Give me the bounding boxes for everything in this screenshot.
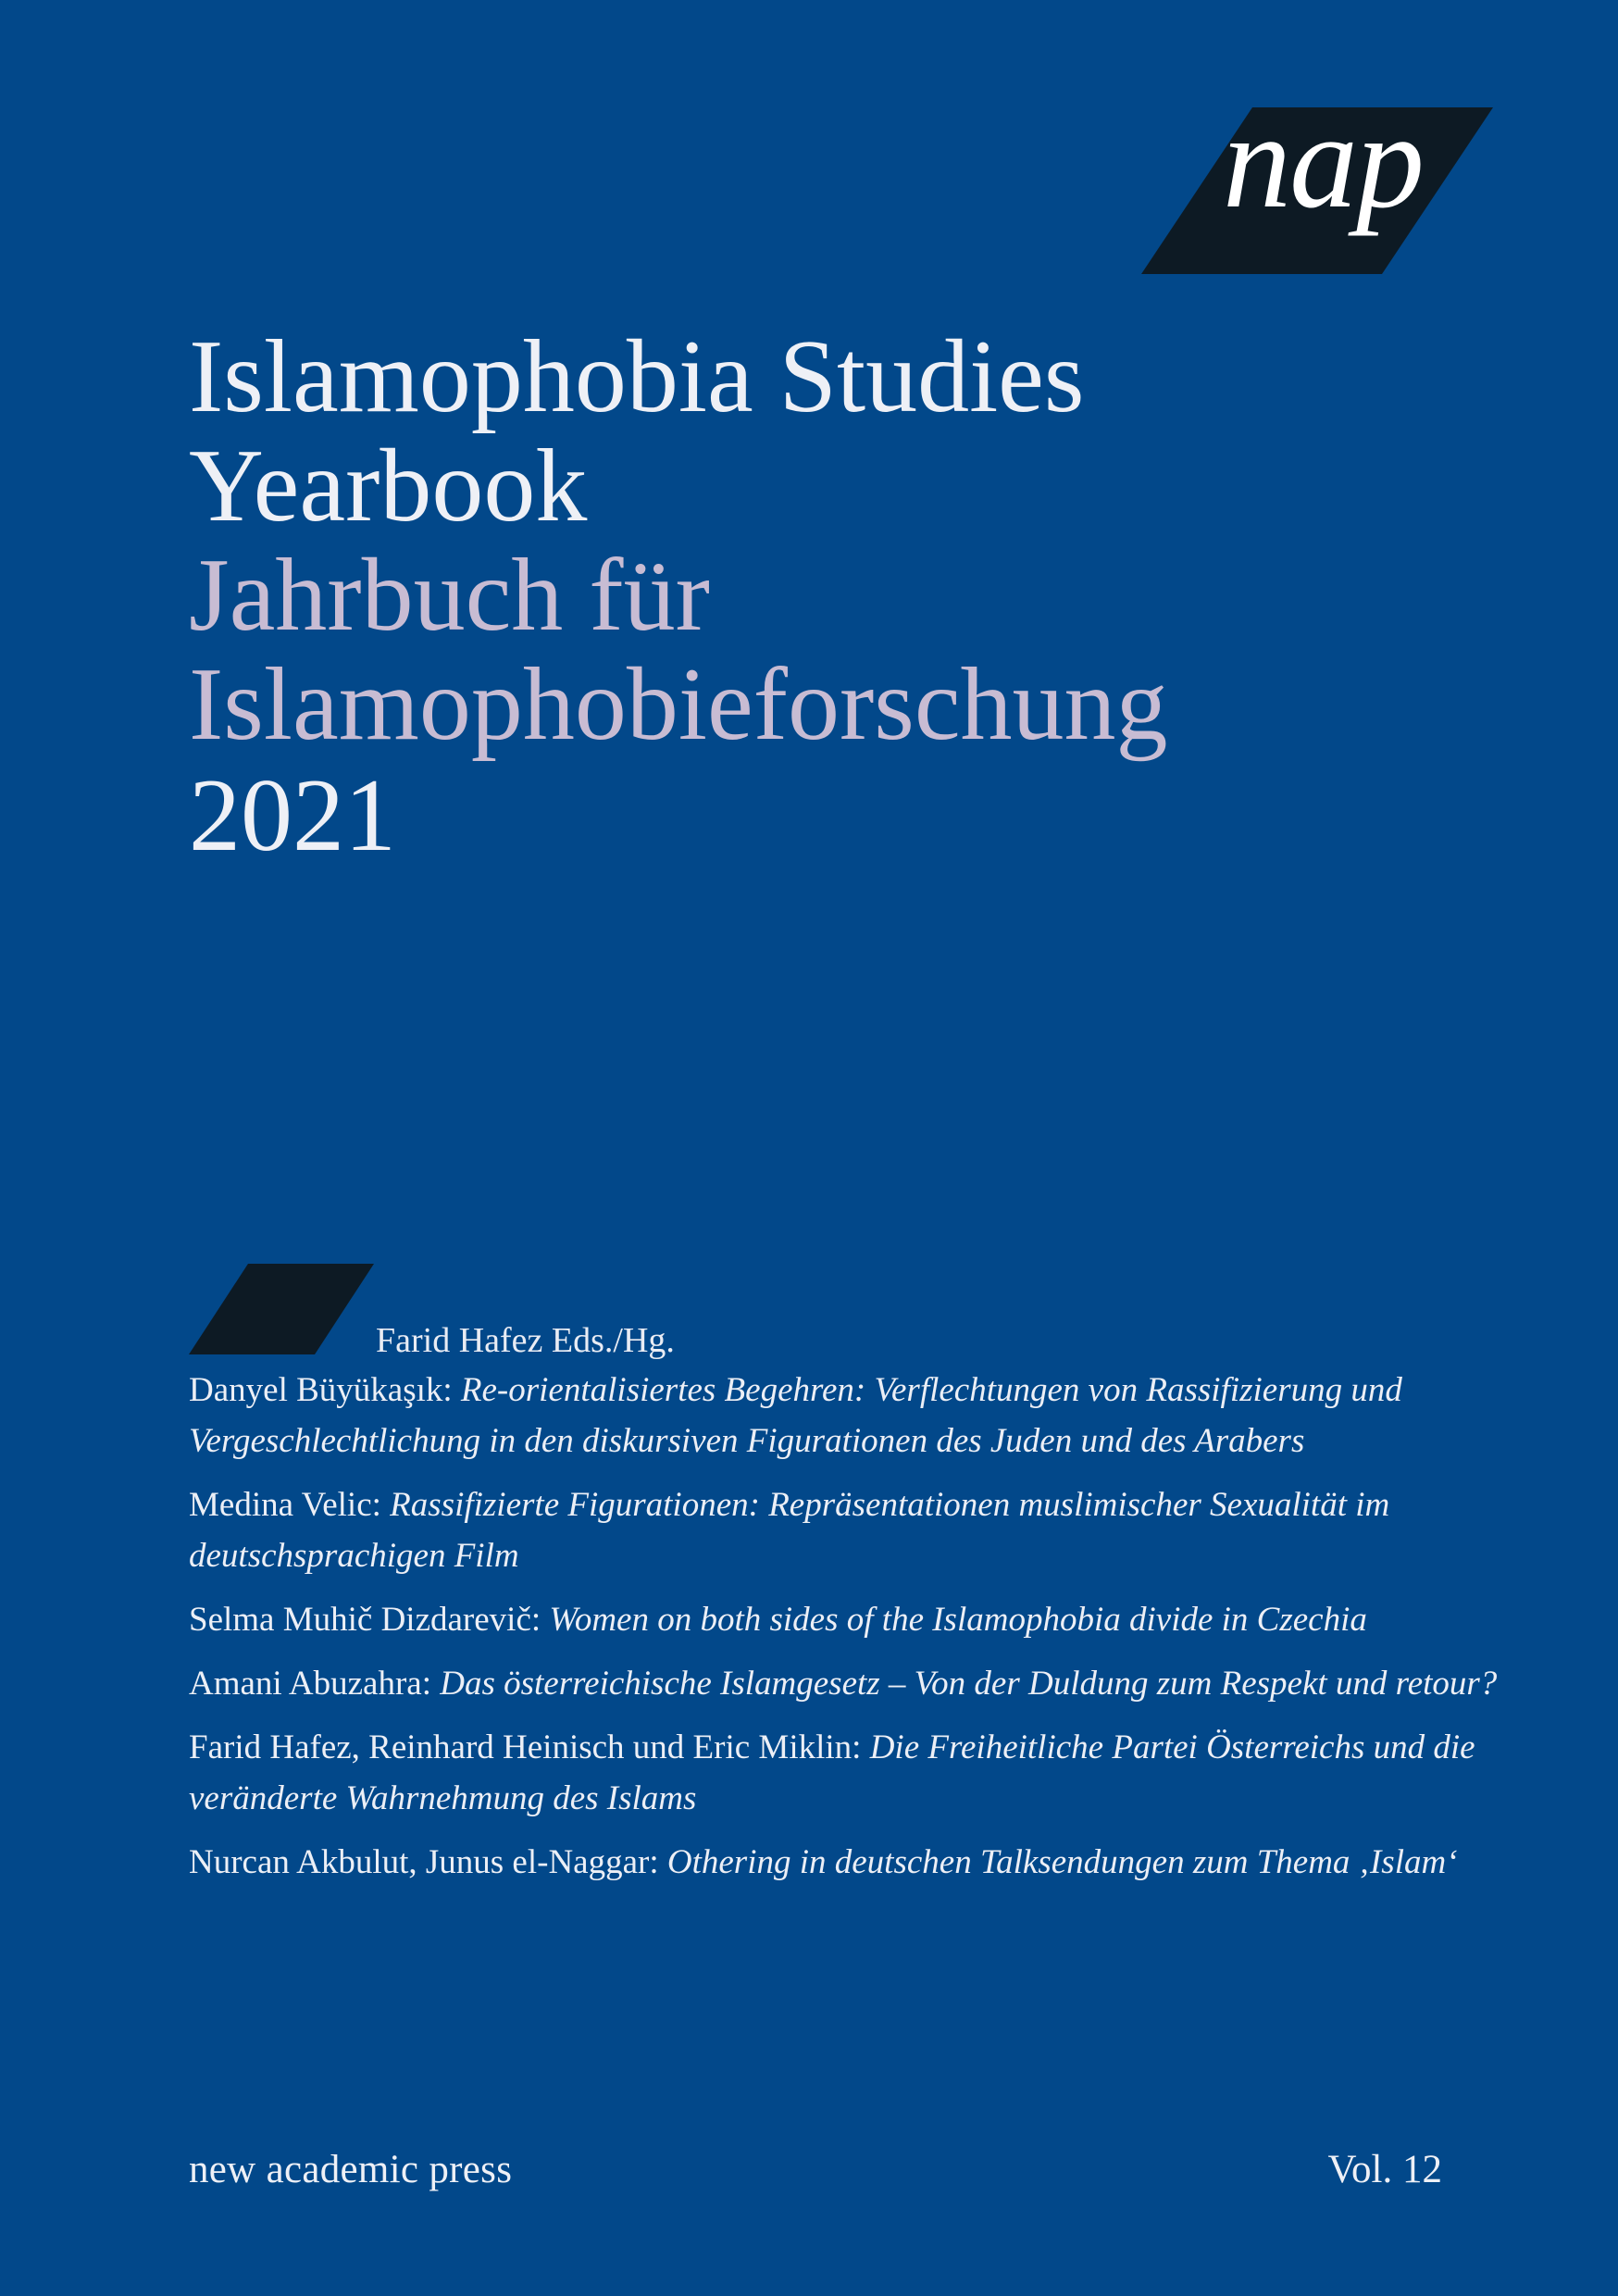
contents-entry — [189, 1479, 1503, 1581]
entry-author: Selma Muhič Dizdarevič: — [189, 1601, 550, 1639]
contents-entry — [189, 1722, 1503, 1824]
entry-title: Othering in deutschen Talksendungen zum Thema ‚Islam‘ — [666, 1843, 1458, 1881]
entry-author: Nurcan Akbulut, Junus el-Naggar: — [189, 1843, 667, 1881]
title-german-line-1: Jahrbuch für — [189, 538, 710, 653]
title-english-line-2: Yearbook — [189, 429, 588, 543]
parallelogram-mark-icon — [189, 1264, 374, 1354]
editor-mark — [189, 1264, 374, 1354]
contents-entry — [189, 1365, 1503, 1466]
title-year: 2021 — [189, 758, 396, 873]
entry-author: Farid Hafez, Reinhard Heinisch und Eric Miklin: — [189, 1728, 870, 1766]
volume-number: Vol. 12 — [1327, 2148, 1442, 2191]
editor-credit: Farid Hafez Eds./Hg. — [376, 1321, 675, 1360]
entry-title: Das österreichische Islamgesetz – Von der Duldung zum Respekt und retour? — [440, 1665, 1498, 1703]
entry-author: Amani Abuzahra: — [189, 1665, 441, 1703]
title-block — [189, 319, 1540, 873]
title-english-line-1: Islamophobia Studies — [189, 319, 1085, 434]
title-german-line-2: Islamophobieforschung — [189, 647, 1168, 762]
contents-list — [189, 1365, 1503, 1901]
entry-author: Medina Velic: — [189, 1486, 391, 1524]
contents-entry — [189, 1658, 1503, 1709]
contents-entry — [189, 1837, 1503, 1888]
entry-title: Rassifizierte Figurationen: Repräsentationen muslimischer Sexualität im deutschsprachigen Film — [189, 1486, 1390, 1575]
entry-title: Die Freiheitliche Partei Österreichs und die veränderte Wahrnehmung des Islams — [189, 1728, 1475, 1817]
entry-author: Danyel Büyükaşık: — [189, 1371, 461, 1409]
entry-title: Re-orientalisiertes Begehren: Verflechtungen von Rassifizierung und Vergeschlechtlichung in den diskursiven Figurationen des Juden und des Arabers — [189, 1371, 1402, 1460]
publisher-logo — [1141, 85, 1493, 274]
logo-text: nap — [1223, 85, 1423, 237]
entry-title: Women on both sides of the Islamophobia divide in Czechia — [549, 1601, 1367, 1639]
contents-entry — [189, 1594, 1503, 1645]
publisher-name: new academic press — [189, 2148, 513, 2191]
